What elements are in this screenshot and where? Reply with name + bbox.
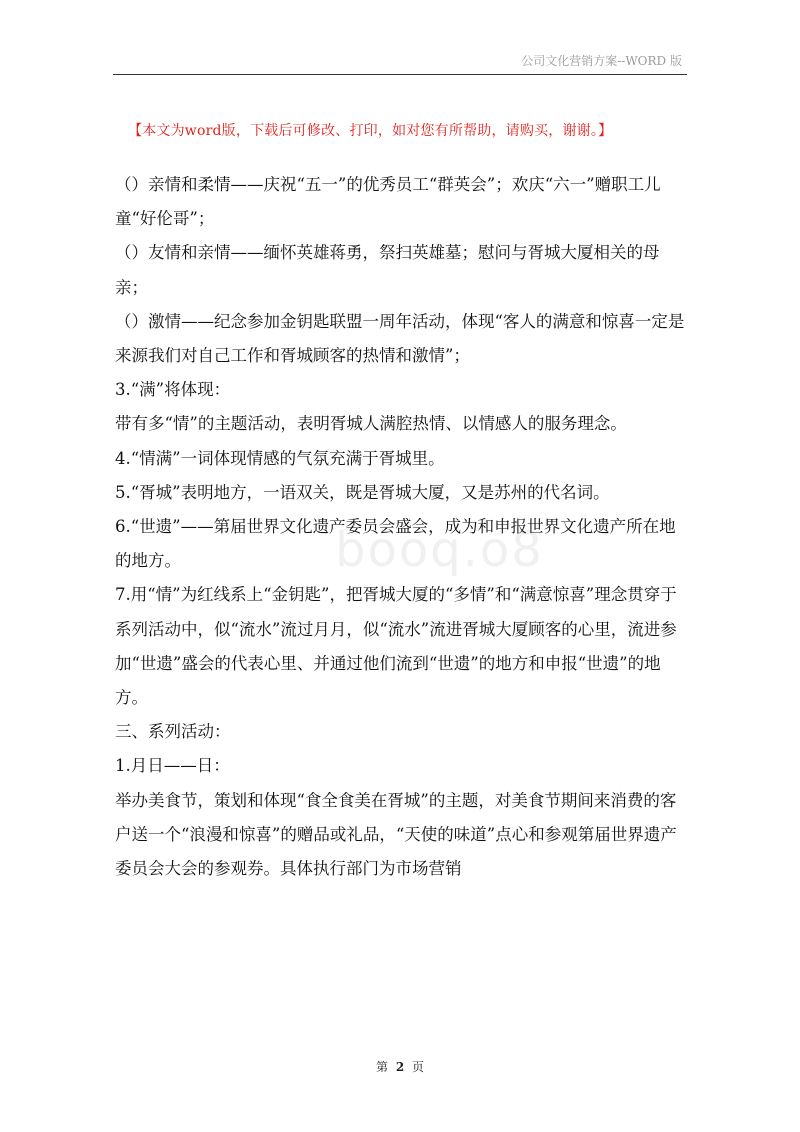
page-number: 2 bbox=[395, 1060, 405, 1074]
paragraph: 7.用“情”为红线系上“金钥匙”，把胥城大厦的“多情”和“满意惊喜”理念贯穿于系列活动中，似“流水”流过月月，似“流水”流进胥城大厦顾客的心里，流进参加“世遗”盛会的代表心里、并通过他们流到“世遗”的地方和申报“世遗”的地方。 bbox=[115, 585, 677, 708]
watermark: booq.o8 bbox=[335, 522, 544, 578]
paragraph: 6.“世遗”——第届世界文化遗产委员会盛会，成为和申报世界文化遗产所在地的地方。 bbox=[115, 517, 676, 571]
paragraph: （）友情和亲情——缅怀英雄蒋勇，祭扫英雄墓；慰问与胥城大厦相关的母亲； bbox=[115, 243, 660, 297]
paragraph: 1.月日——日： bbox=[115, 756, 230, 776]
paragraph: 5.“胥城”表明地方，一语双关，既是胥城大厦，又是苏州的代名词。 bbox=[115, 482, 610, 502]
paragraph: 举办美食节，策划和体现“食全食美在胥城”的主题，对美食节期间来消费的客户送一个“浪漫和惊喜”的赠品或礼品，“天使的味道”点心和参观第届世界遗产委员会大会的参观券。具体执行部门为市场营销 bbox=[115, 790, 677, 879]
header-rule bbox=[113, 74, 687, 75]
footer-prefix: 第 bbox=[375, 1060, 388, 1074]
paragraph: 4.“情满”一词体现情感的气氛充满于胥城里。 bbox=[115, 448, 445, 468]
running-header: 公司文化营销方案--WORD 版 bbox=[521, 54, 682, 68]
paragraph: 3.“满”将体现： bbox=[115, 380, 231, 400]
paragraph: 带有多“情”的主题活动，表明胥城人满腔热情、以情感人的服务理念。 bbox=[115, 414, 627, 434]
page-footer bbox=[0, 1058, 800, 1075]
body-text bbox=[115, 168, 687, 886]
paragraph: （）激情——纪念参加金钥匙联盟一周年活动，体现“客人的满意和惊喜一定是来源我们对自己工作和胥城顾客的热情和激情”； bbox=[115, 311, 685, 366]
download-notice: 【本文为word版，下载后可修改、打印，如对您有所帮助，请购买，谢谢。】 bbox=[128, 123, 613, 139]
section-heading: 三、系列活动： bbox=[115, 722, 231, 742]
footer-suffix: 页 bbox=[412, 1060, 425, 1074]
paragraph: （）亲情和柔情——庆祝“五一”的优秀员工“群英会”；欢庆“六一”赠职工儿童“好伦哥”； bbox=[115, 175, 661, 229]
